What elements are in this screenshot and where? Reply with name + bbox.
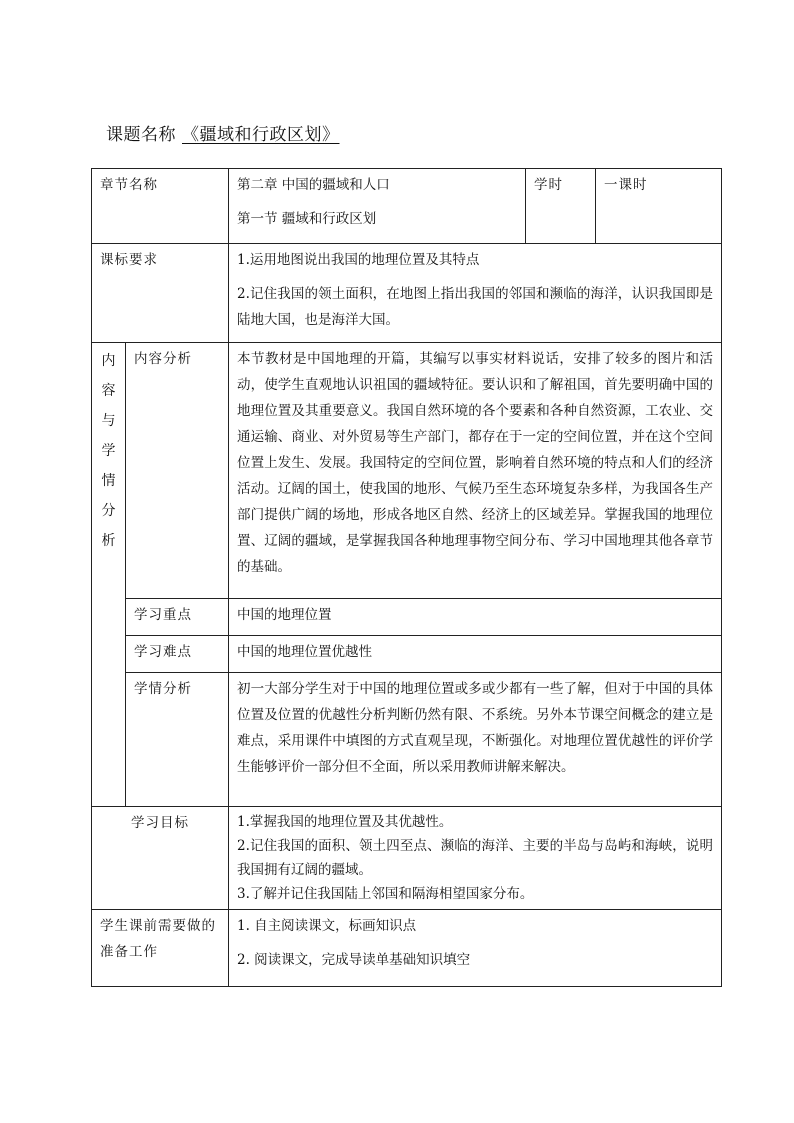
- prep-label: 学生课前需要做的准备工作: [92, 910, 229, 987]
- analysis-char: 分: [101, 503, 116, 519]
- analysis-char: 学: [101, 443, 116, 459]
- prep-value: [229, 910, 722, 987]
- chapter-row: [92, 169, 722, 244]
- standard-item1: 1.运用地图说出我国的地理位置及其特点: [237, 252, 480, 268]
- chapter-line2: 第一节 疆域和行政区划: [237, 211, 377, 227]
- content-text: 本节教材是中国地理的开篇，其编写以事实材料说话，安排了较多的图片和活动，使学生直观地认识祖国的疆域特征。要认识和了解祖国，首先要明确中国的地理位置及其重要意义。我国自然环境的各个要素和各种自然资源，工农业、交通运输、商业、对外贸易等生产部门，都存在于一定的空间位置，并在这个空间位置上发生、发展。我国特定的空间位置，影响着自然环境的特点和人们的经济活动。辽阔的国土，使我国的地形、气候乃至生态环境复杂多样，为我国各生产部门提供广阔的场地，形成各地区自然、经济上的区域差异。掌握我国的地理位置、辽阔的疆域，是掌握我国各种地理事物空间分布、学习中国地理其他各章节的基础。: [229, 343, 722, 599]
- student-label: 学情分析: [126, 673, 229, 807]
- content-label: 内容分析: [126, 343, 229, 599]
- analysis-group-label: [92, 343, 126, 807]
- hours-value: 一课时: [596, 169, 722, 244]
- prep-item: 1. 自主阅读课文，标画知识点: [237, 918, 417, 934]
- standard-label: 课标要求: [92, 244, 229, 343]
- content-row: [92, 343, 722, 599]
- difficulty-label: 学习难点: [126, 636, 229, 673]
- chapter-value: [229, 169, 526, 244]
- goal-item: 2.记住我国的面积、领土四至点、濒临的海洋、主要的半岛与岛屿和海峡，说明我国拥有辽阔的疆域。: [237, 838, 713, 878]
- goal-item: 3.了解并记住我国陆上邻国和隔海相望国家分布。: [237, 886, 534, 902]
- standard-row: [92, 244, 722, 343]
- prep-row: [92, 910, 722, 987]
- lesson-title: [106, 122, 360, 148]
- analysis-char: 情: [101, 473, 116, 489]
- goals-value: [229, 807, 722, 910]
- lesson-title-prefix: 课题名称: [106, 125, 176, 145]
- goals-label: 学习目标: [92, 807, 229, 910]
- lesson-plan-table: [91, 168, 722, 987]
- goals-row: [92, 807, 722, 910]
- goal-item: 1.掌握我国的地理位置及其优越性。: [237, 814, 453, 830]
- prep-item: 2. 阅读课文，完成导读单基础知识填空: [237, 952, 471, 968]
- focus-value: 中国的地理位置: [229, 599, 722, 636]
- hours-label: 学时: [526, 169, 596, 244]
- focus-label: 学习重点: [126, 599, 229, 636]
- difficulty-row: [92, 636, 722, 673]
- standard-item2: 2.记住我国的领土面积，在地图上指出我国的邻国和濒临的海洋，认识我国即是陆地大国，也是海洋大国。: [237, 286, 713, 328]
- analysis-char: 与: [101, 413, 116, 429]
- difficulty-value: 中国的地理位置优越性: [229, 636, 722, 673]
- standard-value: [229, 244, 722, 343]
- analysis-char: 内: [101, 353, 116, 369]
- analysis-char: 析: [101, 533, 116, 549]
- student-row: [92, 673, 722, 807]
- lesson-title-name: 《疆域和行政区划》: [182, 125, 340, 145]
- chapter-label: 章节名称: [92, 169, 229, 244]
- focus-row: [92, 599, 722, 636]
- analysis-char: 容: [101, 383, 116, 399]
- student-text: 初一大部分学生对于中国的地理位置或多或少都有一些了解，但对于中国的具体位置及位置的优越性分析判断仍然有限、不系统。另外本节课空间概念的建立是难点，采用课件中填图的方式直观呈现，不断强化。对地理位置优越性的评价学生能够评价一部分但不全面，所以采用教师讲解来解决。: [229, 673, 722, 807]
- chapter-line1: 第二章 中国的疆域和人口: [237, 177, 390, 193]
